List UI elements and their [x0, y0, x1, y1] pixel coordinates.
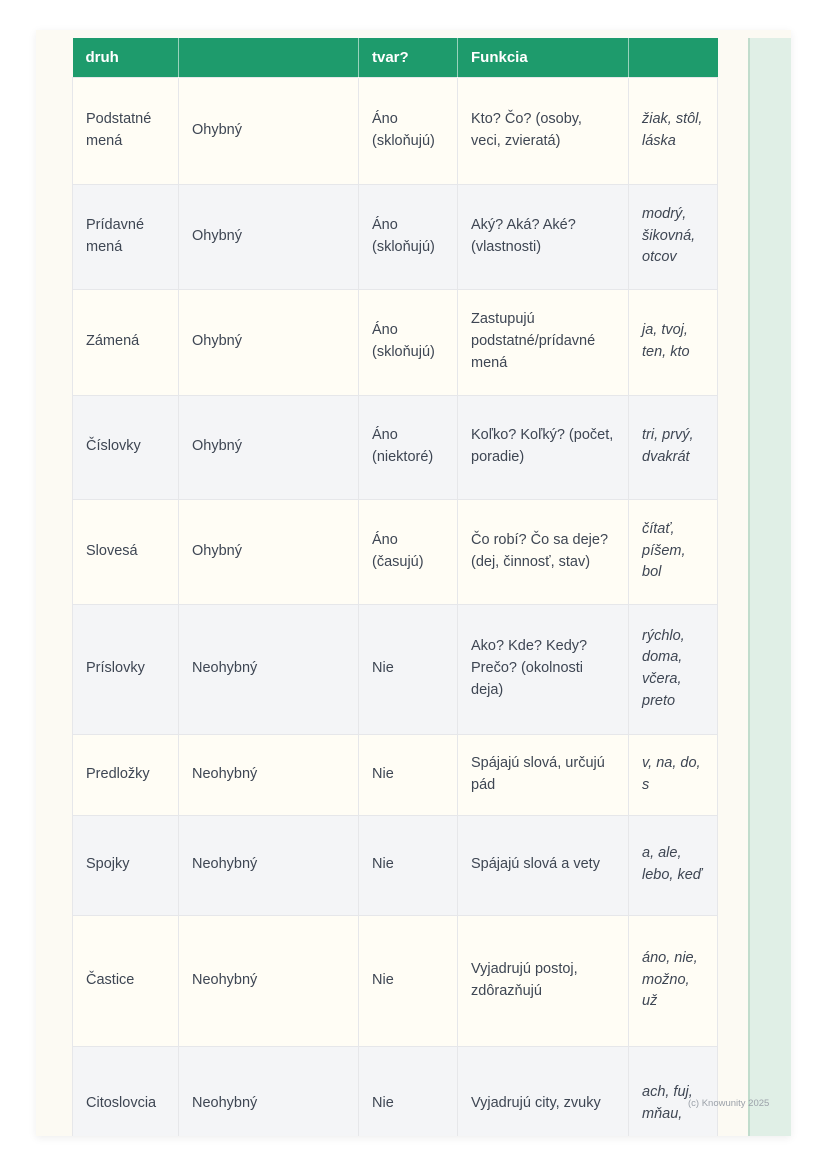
table-row [73, 604, 718, 734]
parts-of-speech-table [72, 38, 718, 1136]
cell-ohybnost: Ohybný [179, 499, 359, 604]
cell-priklady: ja, tvoj, ten, kto [629, 289, 718, 395]
cell-tvar: Áno (skloňujú) [359, 77, 458, 184]
cell-funkcia: Ako? Kde? Kedy? Prečo? (okolnosti deja) [458, 604, 629, 734]
cell-ohybnost: Ohybný [179, 184, 359, 289]
column-header-druh: druh [73, 38, 179, 77]
column-header-empty-2 [629, 38, 718, 77]
cell-funkcia: Aký? Aká? Aké? (vlastnosti) [458, 184, 629, 289]
cell-tvar: Nie [359, 604, 458, 734]
cell-tvar: Nie [359, 915, 458, 1046]
cell-druh: Predložky [73, 734, 179, 815]
cell-druh: Slovesá [73, 499, 179, 604]
cell-druh: Číslovky [73, 395, 179, 499]
cell-ohybnost: Ohybný [179, 289, 359, 395]
cell-druh: Príslovky [73, 604, 179, 734]
cell-druh: Prídavné mená [73, 184, 179, 289]
cell-ohybnost: Ohybný [179, 77, 359, 184]
cell-ohybnost: Neohybný [179, 604, 359, 734]
cell-priklady: ach, fuj, mňau, [629, 1046, 718, 1136]
cell-priklady: čítať, píšem, bol [629, 499, 718, 604]
cell-tvar: Áno (skloňujú) [359, 184, 458, 289]
cell-priklady: v, na, do, s [629, 734, 718, 815]
cell-priklady: žiak, stôl, láska [629, 77, 718, 184]
table-row [73, 1046, 718, 1136]
cell-ohybnost: Neohybný [179, 1046, 359, 1136]
column-header-funkcia: Funkcia [458, 38, 629, 77]
cell-funkcia: Vyjadrujú city, zvuky [458, 1046, 629, 1136]
cell-druh: Spojky [73, 815, 179, 915]
cell-druh: Citoslovcia [73, 1046, 179, 1136]
cell-priklady: modrý, šikovná, otcov [629, 184, 718, 289]
cell-funkcia: Zastupujú podstatné/prídavné mená [458, 289, 629, 395]
column-header-tvar: tvar? [359, 38, 458, 77]
table-header-row [73, 38, 718, 77]
cell-tvar: Áno (niektoré) [359, 395, 458, 499]
cell-druh: Podstatné mená [73, 77, 179, 184]
table-row [73, 184, 718, 289]
cell-priklady: áno, nie, možno, už [629, 915, 718, 1046]
watermark-text: (c) Knowunity 2025 [688, 1098, 770, 1109]
cell-tvar: Nie [359, 734, 458, 815]
cell-ohybnost: Neohybný [179, 734, 359, 815]
cell-priklady: rýchlo, doma, včera, preto [629, 604, 718, 734]
cell-funkcia: Čo robí? Čo sa deje? (dej, činnosť, stav) [458, 499, 629, 604]
table-row [73, 395, 718, 499]
table-row [73, 289, 718, 395]
cell-funkcia: Koľko? Koľký? (počet, poradie) [458, 395, 629, 499]
cell-tvar: Nie [359, 1046, 458, 1136]
page-edge-green-band [748, 38, 791, 1136]
cell-druh: Častice [73, 915, 179, 1046]
cell-ohybnost: Ohybný [179, 395, 359, 499]
cell-priklady: tri, prvý, dvakrát [629, 395, 718, 499]
table-row [73, 815, 718, 915]
cell-druh: Zámená [73, 289, 179, 395]
table-row [73, 499, 718, 604]
table-row [73, 915, 718, 1046]
cell-funkcia: Vyjadrujú postoj, zdôrazňujú [458, 915, 629, 1046]
cell-tvar: Áno (skloňujú) [359, 289, 458, 395]
cell-funkcia: Spájajú slová, určujú pád [458, 734, 629, 815]
table-row [73, 734, 718, 815]
cell-priklady: a, ale, lebo, keď [629, 815, 718, 915]
table-row [73, 77, 718, 184]
scanned-document-page [36, 30, 791, 1136]
cell-tvar: Áno (časujú) [359, 499, 458, 604]
cell-funkcia: Spájajú slová a vety [458, 815, 629, 915]
cell-ohybnost: Neohybný [179, 815, 359, 915]
cell-ohybnost: Neohybný [179, 915, 359, 1046]
cell-tvar: Nie [359, 815, 458, 915]
column-header-empty-1 [179, 38, 359, 77]
cell-funkcia: Kto? Čo? (osoby, veci, zvieratá) [458, 77, 629, 184]
